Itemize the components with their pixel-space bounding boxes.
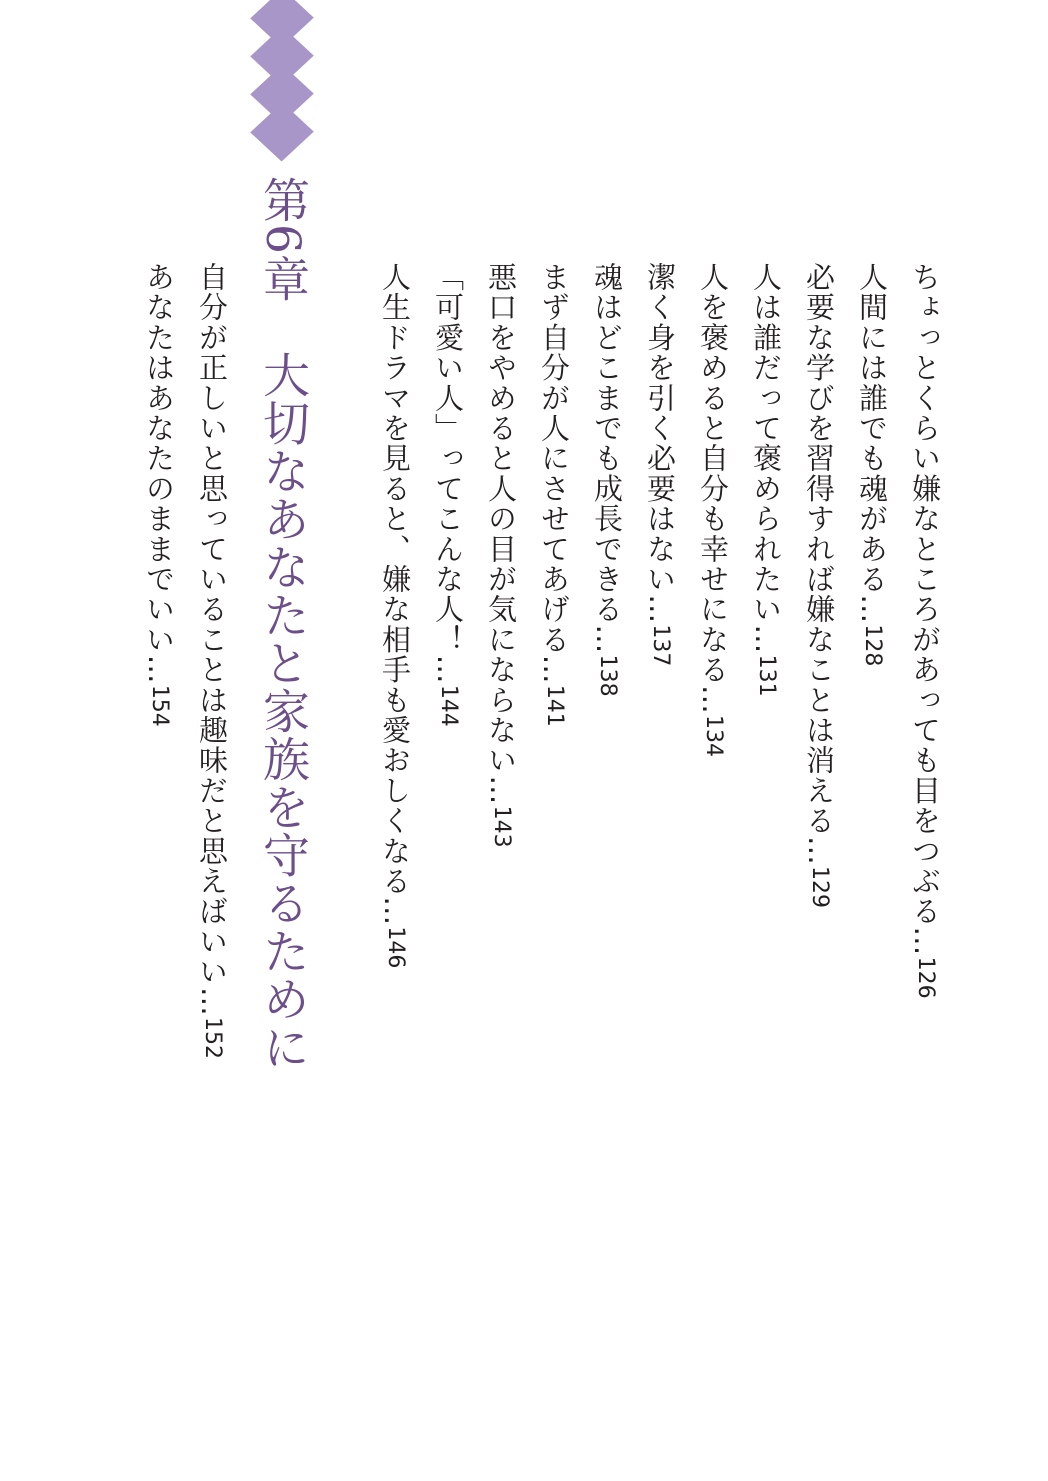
chapter-label: 第6章	[255, 176, 310, 303]
decor-diamond-icon	[250, 103, 314, 162]
toc-entry[interactable]	[850, 262, 894, 1262]
toc-entry-leader: …	[696, 684, 730, 716]
toc-entry-page: 152	[200, 1017, 225, 1060]
chapter-gap	[255, 303, 310, 351]
toc-entry[interactable]	[190, 262, 234, 1262]
toc-entry[interactable]	[903, 262, 947, 1262]
toc-entry-title: 人間には誰でも魂がある	[855, 262, 889, 595]
toc-entry-title: 「可愛い人」ってこんな人！	[431, 262, 465, 655]
toc-entry-title: あなたはあなたのままでいい	[142, 262, 176, 655]
toc-entry-leader: …	[855, 594, 889, 625]
toc-entry-leader: …	[749, 624, 783, 655]
toc-entry-title: 魂はどこまでも成長できる	[590, 262, 624, 625]
toc-entry-page: 154	[147, 684, 172, 727]
toc-entry-page: 131	[754, 654, 779, 697]
toc-entry-title: ちょっとくらい嫌なところがあっても目をつぶる	[908, 262, 942, 927]
toc-entry[interactable]	[744, 262, 788, 1262]
toc-entry-page: 143	[489, 805, 514, 848]
toc-entry-page: 146	[383, 926, 408, 969]
toc-entry-page: 128	[860, 624, 885, 667]
toc-entry-title: 潔く身を引く必要はない	[643, 262, 677, 595]
toc-entry-leader: …	[908, 926, 942, 957]
toc-entry[interactable]	[137, 262, 181, 1262]
toc-entry-leader: …	[643, 594, 677, 625]
toc-entry-title: 人は誰だって褒められたい	[749, 262, 783, 625]
toc-entry-title: まず自分が人にさせてあげる	[537, 262, 571, 655]
toc-entry-page: 138	[595, 654, 620, 697]
toc-entry-title: 人を褒めると自分も幸せになる	[696, 262, 730, 685]
chapter-title: 大切なあなたと家族を守るために	[255, 350, 310, 1071]
toc-entry-leader: …	[195, 986, 229, 1018]
toc-entry[interactable]	[797, 262, 841, 1262]
toc-entry-page: 134	[701, 715, 726, 758]
toc-entry-leader: …	[590, 624, 624, 655]
toc-entry-page: 144	[436, 684, 461, 727]
toc-entry-leader: …	[431, 654, 465, 685]
toc-entry-leader: …	[378, 896, 412, 927]
toc-entry[interactable]	[638, 262, 682, 1262]
toc-entry-title: 悪口をやめると人の目が気にならない	[484, 262, 518, 776]
toc-entry[interactable]	[426, 262, 470, 1262]
toc-entry[interactable]	[479, 262, 523, 1262]
toc-entry-page: 129	[807, 866, 832, 909]
toc-entry[interactable]	[691, 262, 735, 1262]
toc-entry-page: 141	[542, 684, 567, 727]
toc-entry-leader: …	[142, 654, 176, 685]
chapter-heading	[252, 176, 312, 1071]
toc-entry-leader: …	[537, 654, 571, 685]
toc-entry-title: 人生ドラマを見ると、嫌な相手も愛おしくなる	[378, 262, 412, 897]
toc-entry[interactable]	[532, 262, 576, 1262]
toc-entry[interactable]	[373, 262, 417, 1262]
toc-entry-leader: …	[484, 775, 518, 806]
toc-entry-page: 137	[648, 624, 673, 667]
toc-entry-title: 自分が正しいと思っていることは趣味だと思えばいい	[195, 262, 229, 987]
toc-entry-title: 必要な学びを習得すれば嫌なことは消える	[802, 262, 836, 836]
toc-entry[interactable]	[585, 262, 629, 1262]
toc-entry-leader: …	[802, 835, 836, 867]
toc-entry-page: 126	[913, 956, 938, 999]
